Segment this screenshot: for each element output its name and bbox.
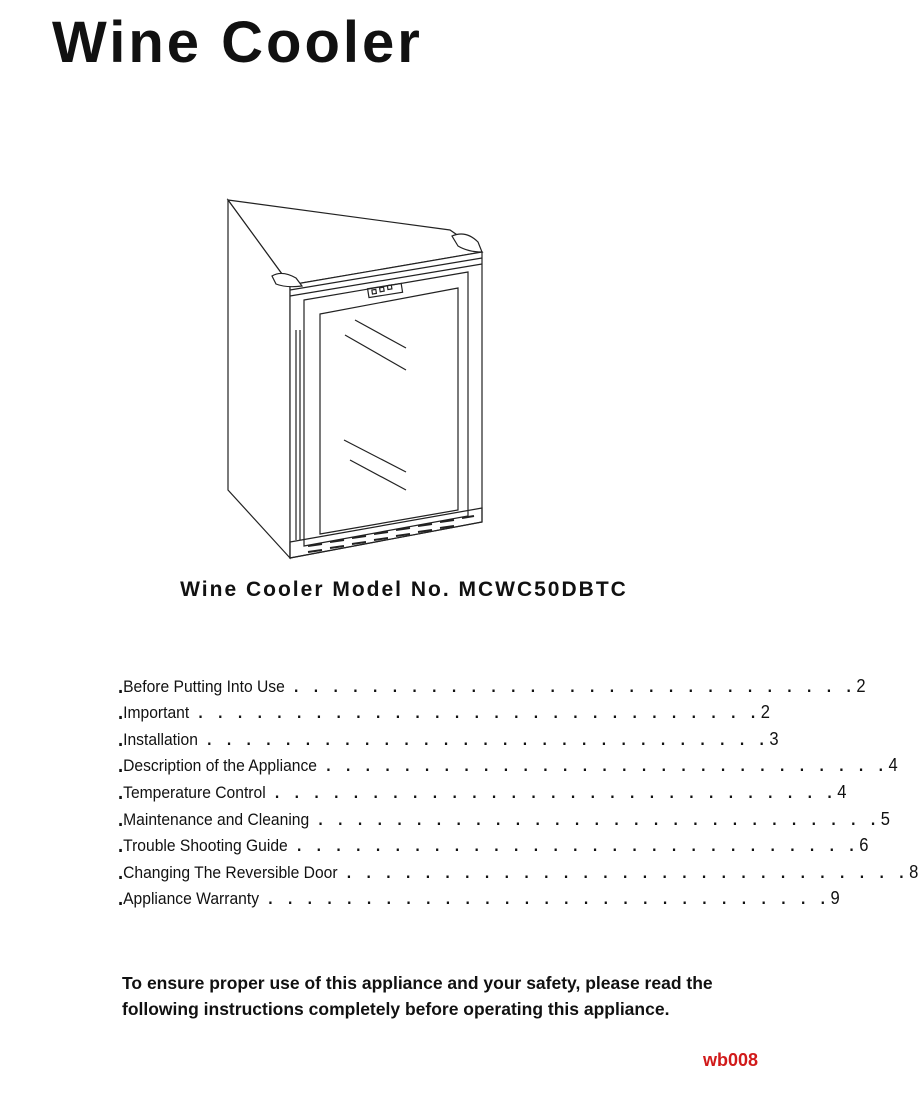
toc-page-number: 4: [888, 755, 898, 776]
toc-page-number: 4: [837, 781, 847, 802]
toc-item-temperature-control: [118, 776, 847, 804]
toc-label: Installation: [123, 729, 198, 749]
toc-page-number: 8: [909, 861, 918, 882]
toc-label: Trouble Shooting Guide: [123, 836, 288, 856]
toc-item-warranty: [118, 883, 840, 911]
model-number-heading: Wine Cooler Model No. MCWC50DBTC: [180, 578, 628, 601]
toc-leader: . . . . . . . . . . . . . . . . . . . . . . . . . . . . .: [296, 836, 860, 856]
toc-label: Important: [123, 703, 190, 723]
toc-leader: . . . . . . . . . . . . . . . . . . . . . . . . . . . . .: [198, 703, 761, 723]
page-title: Wine Cooler: [52, 10, 423, 75]
toc-item-maintenance: [118, 803, 890, 831]
toc-bullet: .: [118, 702, 124, 725]
toc-bullet: .: [118, 861, 124, 884]
toc-item-installation: [118, 723, 779, 751]
toc-item-important: [118, 697, 770, 725]
toc-label: Maintenance and Cleaning: [123, 809, 310, 829]
table-of-contents: [118, 670, 918, 911]
toc-leader: . . . . . . . . . . . . . . . . . . . . . . . . . . . . .: [207, 729, 770, 749]
document-code: wb008: [702, 1050, 758, 1070]
wine-cooler-illustration: [220, 190, 500, 570]
toc-leader: . . . . . . . . . . . . . . . . . . . . . . . . . . . . .: [268, 889, 831, 909]
toc-page-number: 2: [760, 702, 770, 723]
toc-leader: . . . . . . . . . . . . . . . . . . . . . . . . . . . . .: [294, 676, 857, 696]
toc-bullet: .: [118, 835, 124, 858]
toc-label: Changing The Reversible Door: [123, 862, 338, 882]
toc-item-reversible-door: [118, 856, 918, 884]
toc-page-number: 9: [830, 888, 840, 909]
toc-leader: . . . . . . . . . . . . . . . . . . . . . . . . . . . . .: [346, 862, 910, 882]
toc-item-description: [118, 750, 898, 778]
toc-bullet: .: [118, 888, 124, 911]
toc-bullet: .: [118, 755, 124, 778]
toc-page-number: 6: [859, 835, 869, 856]
toc-item-before-use: [118, 670, 866, 698]
toc-item-trouble-shooting: [118, 830, 869, 858]
toc-leader: . . . . . . . . . . . . . . . . . . . . . . . . . . . . .: [326, 756, 889, 776]
safety-notice: To ensure proper use of this appliance and your safety, please read the following instructions completely before operating this appliance.: [122, 973, 713, 1019]
toc-label: Before Putting Into Use: [123, 676, 285, 696]
toc-leader: . . . . . . . . . . . . . . . . . . . . . . . . . . . . .: [318, 809, 881, 829]
toc-bullet: .: [118, 675, 124, 698]
toc-label: Description of the Appliance: [123, 756, 318, 776]
toc-label: Temperature Control: [123, 782, 266, 802]
toc-bullet: .: [118, 728, 124, 751]
toc-page-number: 2: [856, 675, 866, 696]
toc-page-number: 3: [769, 728, 779, 749]
toc-page-number: 5: [880, 808, 890, 829]
toc-leader: . . . . . . . . . . . . . . . . . . . . . . . . . . . . .: [274, 782, 838, 802]
toc-bullet: .: [118, 808, 124, 831]
toc-bullet: .: [118, 781, 124, 804]
toc-label: Appliance Warranty: [123, 889, 260, 909]
